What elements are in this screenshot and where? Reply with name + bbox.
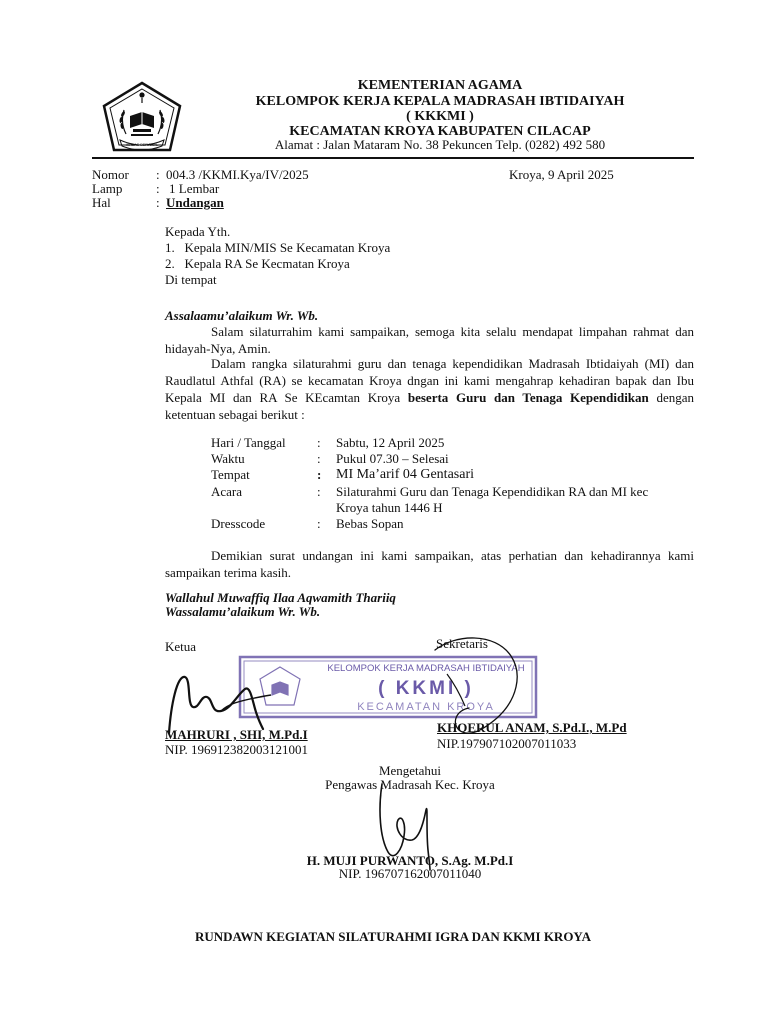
detail-colon: :	[317, 451, 321, 466]
mengetahui-label: Mengetahui	[378, 763, 442, 778]
paragraph-invitation	[165, 355, 694, 423]
hal-colon: :	[156, 195, 160, 210]
detail-colon: :	[317, 467, 322, 482]
rundown-heading: RUNDAWN KEGIATAN SILATURAHMI IGRA DAN KKMI KROYA	[194, 929, 592, 944]
nomor-colon: :	[156, 167, 160, 182]
ketua-title: Ketua	[165, 639, 197, 654]
sekretaris-name: KHOERUL ANAM, S.Pd.I., M.Pd	[437, 720, 627, 735]
sekretaris-nip: NIP.197907102007011033	[437, 736, 577, 751]
letterhead-divider	[92, 157, 694, 159]
lamp-label: Lamp	[92, 181, 123, 196]
nomor-label: Nomor	[92, 167, 129, 182]
detail-value: Pukul 07.30 – Selesai	[336, 451, 449, 466]
pengawas-title: Pengawas Madrasah Kec. Kroya	[325, 777, 495, 792]
salam-closing-1: Wallahul Muwaffiq Ilaa Aqwamith Thariiq	[165, 590, 396, 605]
recipient-item: 2. Kepala RA Se Kecmatan Kroya	[165, 256, 350, 271]
lamp-value: 1 Lembar	[169, 181, 220, 196]
detail-value: Bebas Sopan	[336, 516, 404, 531]
recipient-greeting: Kepada Yth.	[165, 224, 231, 239]
paragraph-invitation-text-a: Dalam rangka silaturahmi guru dan tenaga kependidikan Madrasah Ibtidaiyah (MI) dan Raudlatul Athfal (RA) se kecamatan Kroya dngan ini kami mengahrap kehadiran bapak dan Ibu Kepala MI dan RA Se KEcamtan Kroya	[165, 356, 694, 405]
paragraph-greeting	[165, 323, 694, 357]
detail-colon: :	[317, 484, 321, 499]
detail-value: Silaturahmi Guru dan Tenaga Kependidikan RA dan MI kec	[336, 484, 649, 499]
recipient-item: 1. Kepala MIN/MIS Se Kecamatan Kroya	[165, 240, 391, 255]
hal-value: Undangan	[166, 195, 224, 210]
detail-label: Waktu	[211, 451, 245, 466]
salam-opening: Assalaamu’alaikum Wr. Wb.	[165, 308, 319, 323]
salam-closing-2: Wassalamu’alaikum Wr. Wb.	[165, 604, 321, 619]
letterhead-address: Alamat : Jalan Mataram No. 38 Pekuncen Telp. (0282) 492 580	[274, 137, 606, 152]
letterhead-ministry: KEMENTERIAN AGAMA	[357, 78, 523, 93]
detail-label: Dresscode	[211, 516, 266, 531]
detail-label: Hari / Tanggal	[211, 435, 286, 450]
recipient-place: Di tempat	[165, 272, 217, 287]
stamp-line-2: ( KKMI )	[378, 678, 474, 699]
hal-label: Hal	[92, 195, 111, 210]
letterhead-abbreviation: ( KKKMI )	[406, 109, 474, 124]
sekretaris-title: Sekretaris	[436, 636, 488, 651]
detail-value-continued: Kroya tahun 1446 H	[336, 500, 443, 515]
paragraph-greeting-text: Salam silaturrahim kami sampaikan, semoga kita selalu mendapat limpahan rahmat dan hidayah-Nya, Amin.	[165, 324, 694, 356]
detail-label: Tempat	[211, 467, 250, 482]
detail-colon: :	[317, 435, 321, 450]
paragraph-closing-text: Demikian surat undangan ini kami sampaikan, atas perhatian dan kehadirannya kami sampaikan terima kasih.	[165, 548, 694, 580]
ketua-name: MAHRURI , SHI, M.Pd.I	[165, 727, 308, 742]
nomor-value: 004.3 /KKMI.Kya/IV/2025	[166, 167, 309, 182]
pengawas-name: H. MUJI PURWANTO, S.Ag. M.Pd.I	[306, 853, 514, 868]
letterhead-organization: KELOMPOK KERJA KEPALA MADRASAH IBTIDAIYAH	[255, 94, 625, 109]
paragraph-invitation-bold: beserta Guru dan Tenaga Kependidikan	[407, 390, 649, 405]
pengawas-nip: NIP. 196707162007011040	[338, 866, 482, 881]
paragraph-closing	[165, 547, 694, 581]
stamp-line-3: KECAMATAN KROYA	[357, 701, 495, 713]
detail-value: Sabtu, 12 April 2025	[336, 435, 445, 450]
letterhead-region: KECAMATAN KROYA KABUPATEN CILACAP	[289, 124, 591, 139]
ketua-nip: NIP. 196912382003121001	[165, 742, 309, 757]
place-date: Kroya, 9 April 2025	[509, 167, 614, 182]
detail-colon: :	[317, 516, 321, 531]
paragraph-invitation-text-b: dengan ketentuan sebagai berikut :	[165, 390, 694, 422]
detail-label: Acara	[211, 484, 243, 499]
logo-ribbon-text: IKHLAS BERAMAL	[125, 143, 159, 147]
lamp-colon: :	[156, 181, 160, 196]
detail-value: MI Ma’arif 04 Gentasari	[336, 467, 475, 482]
stamp-line-1: KELOMPOK KERJA MADRASAH IBTIDAIYAH	[327, 663, 525, 674]
